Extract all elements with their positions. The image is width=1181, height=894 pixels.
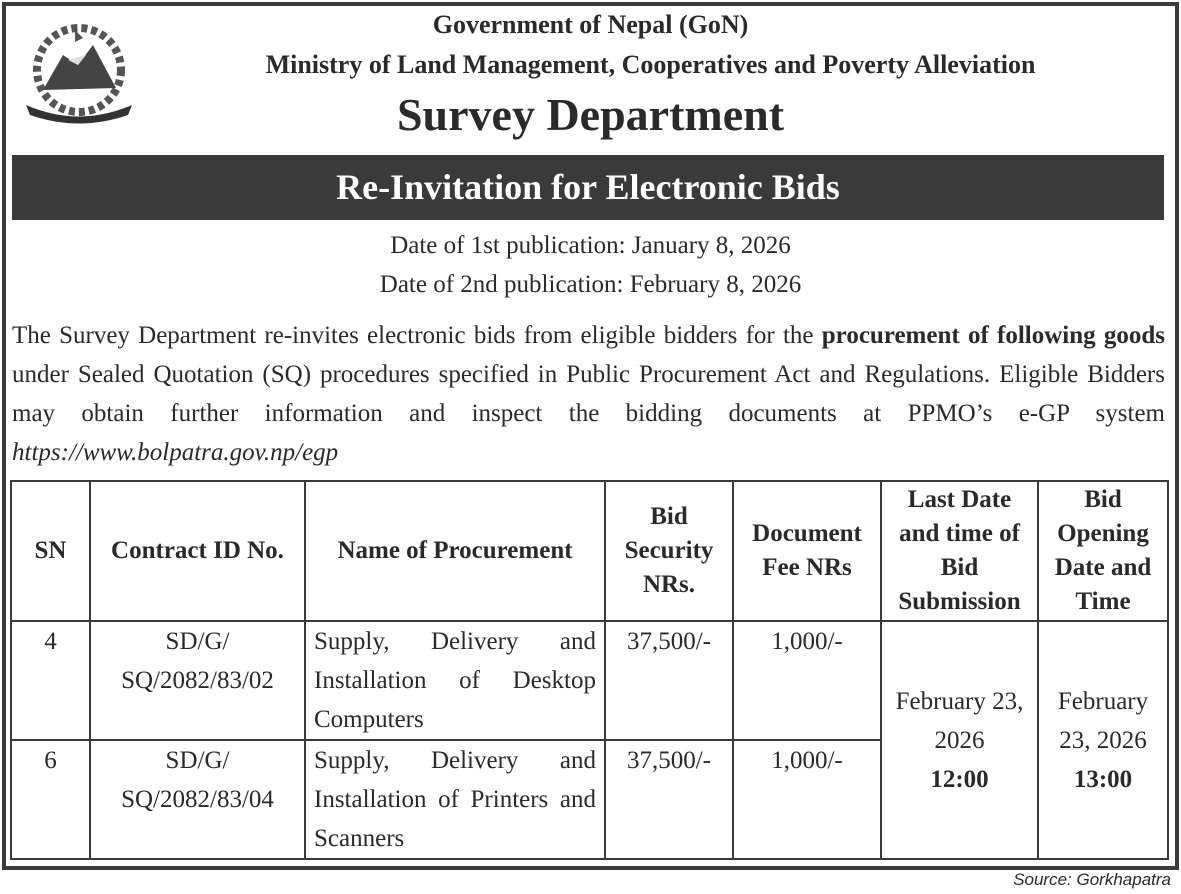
government-title: Government of Nepal (GoN)	[432, 10, 749, 39]
col-bid-security: Bid Security NRs.	[605, 481, 733, 621]
submission-date: February 23, 2026	[895, 687, 1024, 754]
col-sn: SN	[11, 481, 90, 621]
col-opening: Bid Opening Date and Time	[1038, 481, 1168, 621]
source-credit: Source: Gorkhapatra	[1013, 870, 1171, 889]
first-publication-date: Date of 1st publication: January 8, 2026	[390, 232, 791, 259]
opening-date: February 23, 2026	[1057, 687, 1149, 754]
notice-banner: Re-Invitation for Electronic Bids	[12, 155, 1164, 220]
procurement-table	[10, 480, 1169, 860]
document-fee-cell: 1,000/-	[733, 621, 881, 740]
submission-time: 12:00	[930, 765, 989, 793]
col-document-fee: Document Fee NRs	[733, 481, 881, 621]
table-row	[11, 621, 1168, 740]
opening-cell	[1038, 621, 1168, 859]
notice-body	[12, 316, 1165, 472]
bid-security-cell: 37,500/-	[605, 740, 733, 859]
body-bold-text: procurement of following goods	[821, 322, 1165, 349]
col-procurement-name: Name of Procurement	[305, 481, 605, 621]
submission-cell	[881, 621, 1038, 859]
sn-cell: 4	[11, 621, 90, 740]
col-submission: Last Date and time of Bid Submission	[881, 481, 1038, 621]
contract-id-cell: SD/G/ SQ/2082/83/04	[90, 740, 305, 859]
document-fee-cell: 1,000/-	[733, 740, 881, 859]
contract-id-cell: SD/G/ SQ/2082/83/02	[90, 621, 305, 740]
opening-time: 13:00	[1073, 765, 1133, 793]
department-title: Survey Department	[396, 89, 785, 140]
table-header-row	[11, 481, 1168, 621]
second-publication-date: Date of 2nd publication: February 8, 2026	[379, 271, 802, 298]
procurement-name-cell: Supply, Delivery and Installation of Desktop Computers	[305, 621, 605, 740]
body-text: under Sealed Quotation (SQ) procedures specified in Public Procurement Act and Regulations. Eligible Bidders may obtain further information and inspect the bidding documents at PPMO’s e-GP system	[12, 361, 1165, 427]
procurement-name-cell: Supply, Delivery and Installation of Printers and Scanners	[305, 740, 605, 859]
col-contract-id: Contract ID No.	[90, 481, 305, 621]
egp-link[interactable]: https://www.bolpatra.gov.np/egp	[12, 439, 339, 466]
body-text: The Survey Department re-invites electronic bids from eligible bidders for the	[12, 322, 822, 349]
bid-security-cell: 37,500/-	[605, 621, 733, 740]
ministry-title: Ministry of Land Management, Cooperatives and Poverty Alleviation	[265, 50, 1036, 79]
sn-cell: 6	[11, 740, 90, 859]
